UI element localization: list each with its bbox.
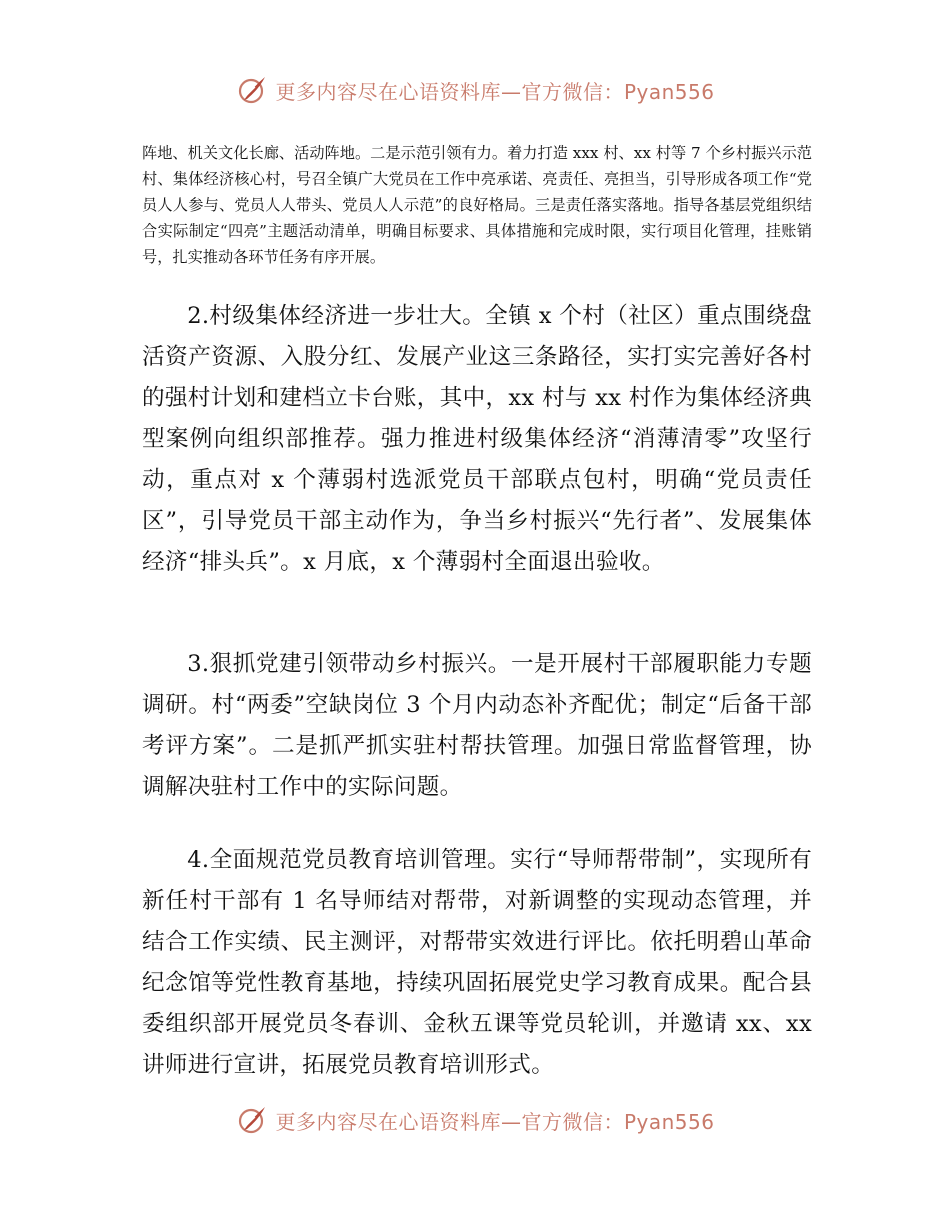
section-paragraph-4: 4.全面规范党员教育培训管理。实行“导师帮带制”，实现所有新任村干部有 1 名导师结对帮带，对新调整的实现动态管理，并结合工作实绩、民主测评，对帮带实效进行评比。依托明碧山革命纪念馆等党性教育基地，持续巩固拓展党史学习教育成果。配合县委组织部开展党员冬春训、金秋五课等党员轮训，并邀请 xx、xx 讲师进行宣讲，拓展党员教育培训形式。 [142, 847, 812, 1078]
watermark-footer [0, 1100, 950, 1140]
watermark-text: 更多内容尽在心语资料库—官方微信：Pyan556 [275, 1109, 715, 1134]
intro-paragraph: 阵地、机关文化长廊、活动阵地。二是示范引领有力。着力打造 xxx 村、xx 村等 7 个乡村振兴示范村、集体经济核心村，号召全镇广大党员在工作中亮承诺、亮责任、亮担当，引导形成各项工作“党员人人参与、党员人人带头、党员人人示范”的良好格局。三是责任落实落地。指导各基层党组织结合实际制定“四亮”主题活动清单，明确目标要求、具体措施和完成时限，实行项目化管理，挂账销号，扎实推动各环节任务有序开展。 [142, 144, 812, 266]
watermark-text: 更多内容尽在心语资料库—官方微信：Pyan556 [275, 79, 715, 104]
watermark-header [0, 70, 950, 110]
quill-pen-logo-icon [235, 1103, 269, 1137]
section-paragraph-3: 3.狠抓党建引领带动乡村振兴。一是开展村干部履职能力专题调研。村“两委”空缺岗位 3 个月内动态补齐配优；制定“后备干部考评方案”。二是抓严抓实驻村帮扶管理。加强日常监督管理，协调解决驻村工作中的实际问题。 [142, 651, 812, 800]
section-paragraph-2: 2.村级集体经济进一步壮大。全镇 x 个村（社区）重点围绕盘活资产资源、入股分红、发展产业这三条路径，实打实完善好各村的强村计划和建档立卡台账，其中，xx 村与 xx 村作为集体经济典型案例向组织部推荐。强力推进村级集体经济“消薄清零”攻坚行动，重点对 x 个薄弱村选派党员干部联点包村，明确“党员责任区”，引导党员干部主动作为，争当乡村振兴“先行者”、发展集体经济“排头兵”。x 月底，x 个薄弱村全面退出验收。 [142, 303, 812, 575]
quill-pen-logo-icon [235, 73, 269, 107]
